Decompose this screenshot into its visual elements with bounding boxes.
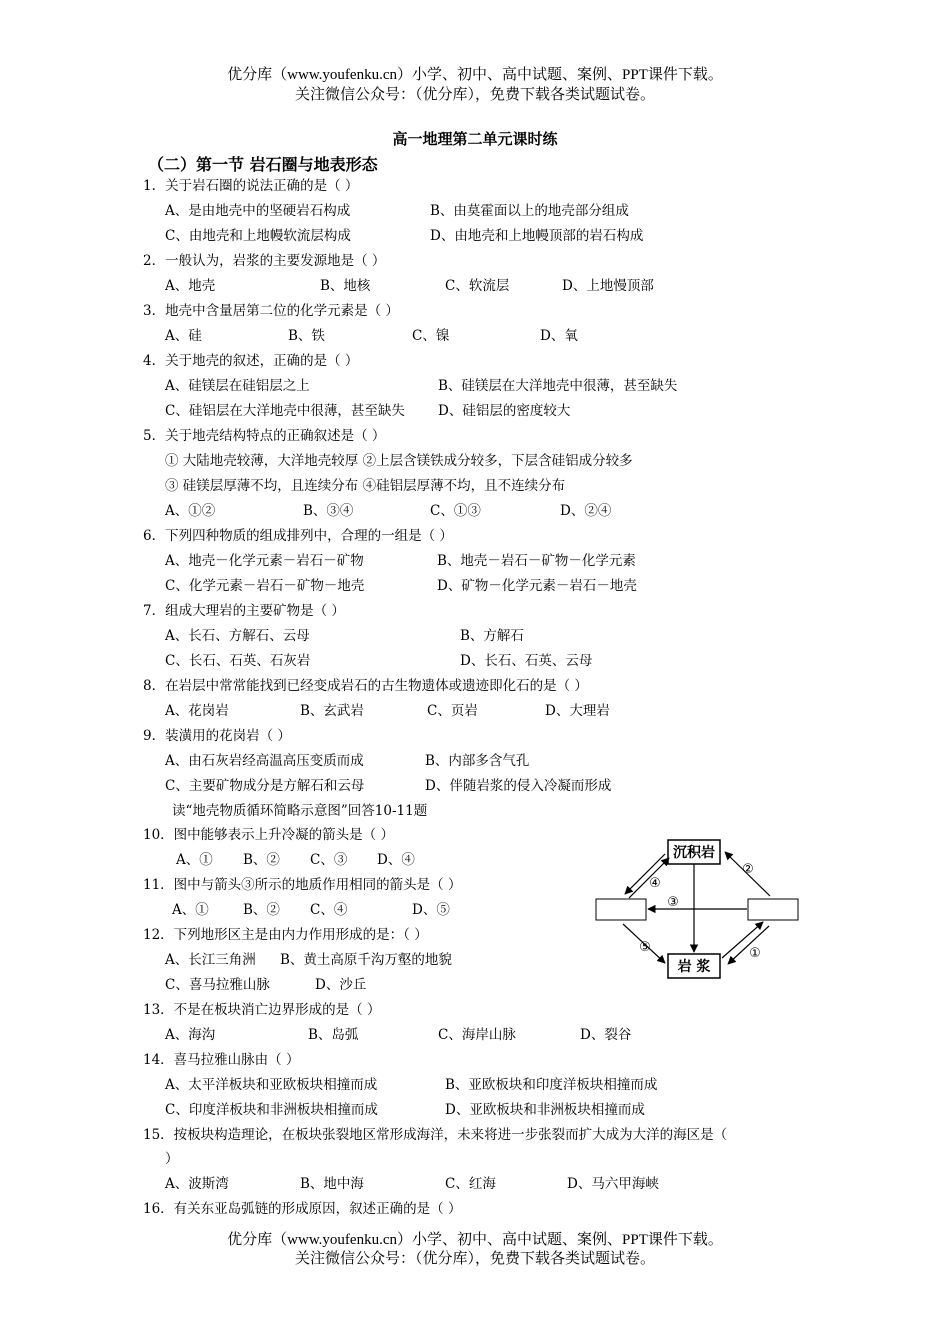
question-3: 3．地壳中含量居第二位的化学元素是（ ） <box>143 303 399 319</box>
q4-option-b: B、硅镁层在大洋地壳中很薄，甚至缺失 <box>438 378 678 394</box>
q12-option-d: D、沙丘 <box>315 977 367 993</box>
question-7: 7．组成大理岩的主要矿物是（ ） <box>143 603 345 619</box>
q14-option-d: D、亚欧板块和非洲板块相撞而成 <box>445 1102 645 1118</box>
question-12: 12．下列地形区主是由内力作用形成的是：（ ） <box>143 927 428 943</box>
rock-cycle-diagram <box>585 830 815 990</box>
q15-option-b: B、地中海 <box>300 1176 364 1192</box>
q14-option-b: B、亚欧板块和印度洋板块相撞而成 <box>445 1077 658 1093</box>
question-6: 6．下列四种物质的组成排列中，合理的一组是（ ） <box>143 528 453 544</box>
q2-option-c: C、软流层 <box>445 278 510 294</box>
q10-option-d: D、④ <box>377 852 415 868</box>
q12-option-a: A、长江三角洲 <box>165 952 256 968</box>
q4-option-d: D、硅铝层的密度较大 <box>438 403 571 419</box>
q13-option-b: B、岛弧 <box>308 1027 359 1043</box>
q7-option-d: D、长石、石英、云母 <box>460 653 593 669</box>
q15-option-a: A、波斯湾 <box>165 1176 229 1192</box>
header-line-1: 优分库（www.youfenku.cn）小学、初中、高中试题、案例、PPT课件下载。 <box>227 67 723 83</box>
q11-option-a: A、① <box>172 902 209 918</box>
arrow-label-2: ② <box>742 862 754 877</box>
question-16: 16．有关东亚岛弧链的形成原因，叙述正确的是（ ） <box>143 1201 462 1217</box>
q7-option-a: A、长石、方解石、云母 <box>165 628 310 644</box>
q5-statement-1: ① 大陆地壳较薄，大洋地壳较厚 ②上层含镁铁成分较多，下层含硅铝成分较多 <box>165 453 633 469</box>
q2-option-a: A、地壳 <box>165 278 216 294</box>
q12-option-b: B、黄土高原千沟万壑的地貌 <box>280 952 452 968</box>
arrow-label-1: ① <box>749 946 761 961</box>
q11-option-b: B、② <box>243 902 280 918</box>
q15-option-d: D、马六甲海峡 <box>567 1176 659 1192</box>
question-1: 1．关于岩石圈的说法正确的是（ ） <box>143 178 359 194</box>
page-title: 高一地理第二单元课时练 <box>392 130 558 148</box>
q8-option-c: C、页岩 <box>427 703 478 719</box>
q15-option-c: C、红海 <box>445 1176 496 1192</box>
header-line-2: 关注微信公众号：（优分库），免费下载各类试题试卷。 <box>294 87 655 103</box>
q11-option-d: D、⑤ <box>412 902 450 918</box>
q2-option-d: D、上地慢顶部 <box>562 278 654 294</box>
arrow-label-4: ④ <box>649 876 661 891</box>
q5-statement-2: ③ 硅镁层厚薄不均，且连续分布 ④硅铝层厚薄不均，且不连续分布 <box>165 478 566 494</box>
question-14: 14．喜马拉雅山脉由（ ） <box>143 1052 300 1068</box>
q6-option-b: B、地壳－岩石－矿物－化学元素 <box>437 553 636 569</box>
q4-option-a: A、硅镁层在硅铝层之上 <box>165 378 310 394</box>
q6-option-d: D、矿物－化学元素－岩石－地壳 <box>437 578 637 594</box>
q3-option-b: B、铁 <box>288 328 325 344</box>
question-8: 8．在岩层中常常能找到已经变成岩石的古生物遗体或遗迹即化石的是（ ） <box>143 678 588 694</box>
sedimentary-rock-label: 沉积岩 <box>673 845 715 861</box>
q5-option-a: A、①② <box>165 503 216 519</box>
q9-option-a: A、由石灰岩经高温高压变质而成 <box>165 753 364 769</box>
reading-instruction: 读“地壳物质循环简略示意图”回答10-11题 <box>172 803 428 819</box>
q8-option-d: D、大理岩 <box>545 703 610 719</box>
arrow-label-3: ③ <box>667 895 679 910</box>
question-5: 5．关于地壳结构特点的正确叙述是（ ） <box>143 428 386 444</box>
question-13: 13．不是在板块消亡边界形成的是（ ） <box>143 1002 381 1018</box>
question-2: 2．一般认为，岩浆的主要发源地是（ ） <box>143 253 386 269</box>
q13-option-c: C、海岸山脉 <box>438 1027 516 1043</box>
q4-option-c: C、硅铝层在大洋地壳中很薄，甚至缺失 <box>165 403 405 419</box>
question-9: 9．装潢用的花岗岩（ ） <box>143 728 291 744</box>
footer-line-1: 优分库（www.youfenku.cn）小学、初中、高中试题、案例、PPT课件下载。 <box>227 1232 723 1248</box>
question-15: 15．按板块构造理论，在板块张裂地区常形成海洋，未来将进一步张裂而扩大成为大洋的海区是（ <box>143 1127 728 1143</box>
question-10: 10．图中能够表示上升冷凝的箭头是（ ） <box>143 827 394 843</box>
q14-option-a: A、太平洋板块和亚欧板块相撞而成 <box>165 1077 378 1093</box>
q14-option-c: C、印度洋板块和非洲板块相撞而成 <box>165 1102 378 1118</box>
q3-option-a: A、硅 <box>165 328 202 344</box>
q12-option-c: C、喜马拉雅山脉 <box>165 977 270 993</box>
q1-option-d: D、由地壳和上地幔顶部的岩石构成 <box>430 228 644 244</box>
q5-option-b: B、③④ <box>303 503 354 519</box>
q10-option-c: C、③ <box>310 852 348 868</box>
q9-option-c: C、主要矿物成分是方解石和云母 <box>165 778 365 794</box>
q7-option-c: C、长石、石英、石灰岩 <box>165 653 311 669</box>
q6-option-a: A、地壳－化学元素－岩石－矿物 <box>165 553 364 569</box>
q13-option-d: D、裂谷 <box>580 1027 632 1043</box>
q8-option-a: A、花岗岩 <box>165 703 229 719</box>
left-box <box>596 899 646 920</box>
q1-option-a: A、是由地壳中的坚硬岩石构成 <box>165 203 351 219</box>
q7-option-b: B、方解石 <box>460 628 524 644</box>
q5-option-c: C、①③ <box>430 503 481 519</box>
q2-option-b: B、地核 <box>320 278 371 294</box>
q9-option-b: B、内部多含气孔 <box>425 753 530 769</box>
question-15-cont: ） <box>165 1151 179 1167</box>
right-box <box>748 899 798 920</box>
footer-line-2: 关注微信公众号：（优分库），免费下载各类试题试卷。 <box>294 1251 655 1267</box>
section-title: （二）第一节 岩石圈与地表形态 <box>148 155 378 174</box>
question-4: 4．关于地壳的叙述，正确的是（ ） <box>143 353 359 369</box>
magma-label: 岩 浆 <box>677 959 711 975</box>
q1-option-b: B、由莫霍面以上的地壳部分组成 <box>430 203 629 219</box>
q11-option-c: C、④ <box>310 902 348 918</box>
q10-option-a: A、① <box>176 852 213 868</box>
q3-option-d: D、氧 <box>540 328 578 344</box>
q1-option-c: C、由地壳和上地幔软流层构成 <box>165 228 351 244</box>
q9-option-d: D、伴随岩浆的侵入冷凝而形成 <box>425 778 612 794</box>
q13-option-a: A、海沟 <box>165 1027 216 1043</box>
arrow-label-5: ⑤ <box>639 940 651 955</box>
q5-option-d: D、②④ <box>560 503 612 519</box>
question-11: 11．图中与箭头③所示的地质作用相同的箭头是（ ） <box>143 877 462 893</box>
q10-option-b: B、② <box>243 852 280 868</box>
q3-option-c: C、镍 <box>412 328 450 344</box>
q6-option-c: C、化学元素－岩石－矿物－地壳 <box>165 578 365 594</box>
q8-option-b: B、玄武岩 <box>300 703 364 719</box>
